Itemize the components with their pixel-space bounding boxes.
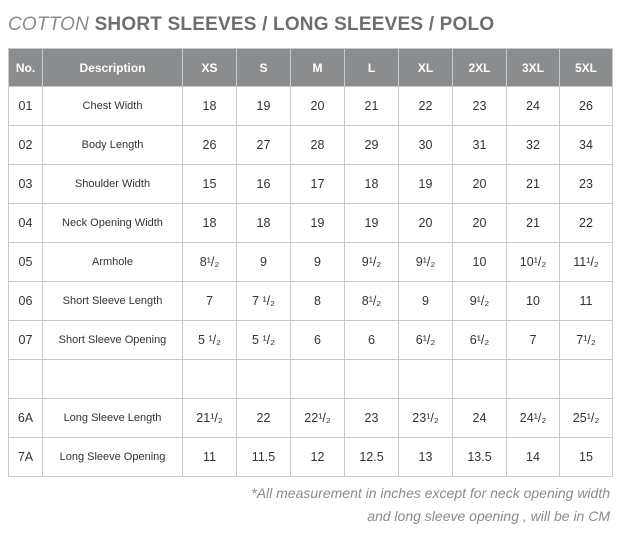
table-row bbox=[9, 204, 613, 243]
measurement-cell: 6¹/₂ bbox=[453, 321, 507, 360]
measurement-cell: 18 bbox=[345, 165, 399, 204]
measurement-cell: 21 bbox=[507, 165, 560, 204]
measurement-cell: 22¹/₂ bbox=[291, 399, 345, 438]
measurement-cell: 34 bbox=[560, 126, 613, 165]
measurement-cell bbox=[453, 360, 507, 399]
measurement-cell: 23 bbox=[345, 399, 399, 438]
size-chart-body bbox=[9, 87, 613, 477]
row-number-cell: 04 bbox=[9, 204, 43, 243]
row-number-cell bbox=[9, 360, 43, 399]
description-cell: Long Sleeve Length bbox=[43, 399, 183, 438]
measurement-cell: 26 bbox=[183, 126, 237, 165]
row-number-cell: 07 bbox=[9, 321, 43, 360]
measurement-cell: 22 bbox=[237, 399, 291, 438]
title-garment-types: SHORT SLEEVES / LONG SLEEVES / POLO bbox=[94, 14, 495, 35]
table-row bbox=[9, 243, 613, 282]
measurement-cell: 11¹/₂ bbox=[560, 243, 613, 282]
header-cell: L bbox=[345, 49, 399, 87]
table-row bbox=[9, 438, 613, 477]
row-number-cell: 05 bbox=[9, 243, 43, 282]
header-cell: 5XL bbox=[560, 49, 613, 87]
measurement-cell: 22 bbox=[399, 87, 453, 126]
size-chart-table bbox=[8, 48, 613, 477]
measurement-cell: 16 bbox=[237, 165, 291, 204]
measurement-cell: 15 bbox=[183, 165, 237, 204]
measurement-cell: 6¹/₂ bbox=[399, 321, 453, 360]
measurement-cell: 20 bbox=[399, 204, 453, 243]
measurement-cell: 9 bbox=[237, 243, 291, 282]
measurement-cell: 24 bbox=[507, 87, 560, 126]
measurement-cell: 20 bbox=[453, 165, 507, 204]
table-row bbox=[9, 126, 613, 165]
measurement-cell: 10 bbox=[453, 243, 507, 282]
measurement-cell: 24 bbox=[453, 399, 507, 438]
description-cell: Neck Opening Width bbox=[43, 204, 183, 243]
description-cell: Long Sleeve Opening bbox=[43, 438, 183, 477]
row-number-cell: 6A bbox=[9, 399, 43, 438]
measurement-cell: 13.5 bbox=[453, 438, 507, 477]
description-cell: Short Sleeve Length bbox=[43, 282, 183, 321]
measurement-cell: 21 bbox=[507, 204, 560, 243]
page-title bbox=[8, 14, 494, 36]
measurement-cell: 7¹/₂ bbox=[560, 321, 613, 360]
measurement-cell: 9¹/₂ bbox=[345, 243, 399, 282]
measurement-cell: 12 bbox=[291, 438, 345, 477]
header-cell: M bbox=[291, 49, 345, 87]
measurement-cell: 7 bbox=[183, 282, 237, 321]
description-cell bbox=[43, 360, 183, 399]
measurement-cell: 10 bbox=[507, 282, 560, 321]
measurement-cell: 6 bbox=[345, 321, 399, 360]
table-row bbox=[9, 87, 613, 126]
measurement-cell: 5 ¹/₂ bbox=[237, 321, 291, 360]
measurement-cell: 23 bbox=[560, 165, 613, 204]
measurement-cell: 18 bbox=[183, 87, 237, 126]
description-cell: Armhole bbox=[43, 243, 183, 282]
measurement-cell: 24¹/₂ bbox=[507, 399, 560, 438]
measurement-cell: 13 bbox=[399, 438, 453, 477]
measurement-cell: 8¹/₂ bbox=[345, 282, 399, 321]
measurement-cell: 8¹/₂ bbox=[183, 243, 237, 282]
measurement-cell: 26 bbox=[560, 87, 613, 126]
measurement-cell: 28 bbox=[291, 126, 345, 165]
measurement-cell: 20 bbox=[291, 87, 345, 126]
measurement-cell bbox=[399, 360, 453, 399]
row-number-cell: 01 bbox=[9, 87, 43, 126]
measurement-cell: 22 bbox=[560, 204, 613, 243]
measurement-cell bbox=[183, 360, 237, 399]
measurement-cell: 21¹/₂ bbox=[183, 399, 237, 438]
measurement-cell bbox=[507, 360, 560, 399]
table-row bbox=[9, 399, 613, 438]
measurement-cell: 14 bbox=[507, 438, 560, 477]
measurement-cell: 31 bbox=[453, 126, 507, 165]
header-cell: Description bbox=[43, 49, 183, 87]
description-cell: Chest Width bbox=[43, 87, 183, 126]
row-number-cell: 03 bbox=[9, 165, 43, 204]
measurement-cell: 20 bbox=[453, 204, 507, 243]
measurement-cell: 15 bbox=[560, 438, 613, 477]
measurement-cell: 19 bbox=[237, 87, 291, 126]
measurement-cell: 11.5 bbox=[237, 438, 291, 477]
measurement-cell: 7 bbox=[507, 321, 560, 360]
footnote-line-1: *All measurement in inches except for neck opening width bbox=[251, 485, 610, 501]
size-chart-header bbox=[9, 49, 613, 87]
measurement-cell: 21 bbox=[345, 87, 399, 126]
measurement-cell: 27 bbox=[237, 126, 291, 165]
title-fabric: COTTON bbox=[8, 14, 90, 35]
measurement-cell: 19 bbox=[291, 204, 345, 243]
measurement-cell: 25¹/₂ bbox=[560, 399, 613, 438]
header-cell: XS bbox=[183, 49, 237, 87]
measurement-cell: 32 bbox=[507, 126, 560, 165]
header-cell: 2XL bbox=[453, 49, 507, 87]
table-row bbox=[9, 360, 613, 399]
row-number-cell: 7A bbox=[9, 438, 43, 477]
measurement-cell: 6 bbox=[291, 321, 345, 360]
description-cell: Short Sleeve Opening bbox=[43, 321, 183, 360]
measurement-cell bbox=[560, 360, 613, 399]
header-cell: S bbox=[237, 49, 291, 87]
measurement-cell: 23 bbox=[453, 87, 507, 126]
description-cell: Body Length bbox=[43, 126, 183, 165]
description-cell: Shoulder Width bbox=[43, 165, 183, 204]
measurement-cell: 9¹/₂ bbox=[453, 282, 507, 321]
header-cell: XL bbox=[399, 49, 453, 87]
header-cell: 3XL bbox=[507, 49, 560, 87]
measurement-cell: 10¹/₂ bbox=[507, 243, 560, 282]
measurement-cell: 18 bbox=[183, 204, 237, 243]
measurement-cell: 19 bbox=[399, 165, 453, 204]
measurement-cell: 29 bbox=[345, 126, 399, 165]
measurement-cell: 11 bbox=[560, 282, 613, 321]
row-number-cell: 06 bbox=[9, 282, 43, 321]
measurement-cell: 30 bbox=[399, 126, 453, 165]
measurement-cell bbox=[237, 360, 291, 399]
measurement-cell: 19 bbox=[345, 204, 399, 243]
measurement-cell: 9¹/₂ bbox=[399, 243, 453, 282]
measurement-cell: 17 bbox=[291, 165, 345, 204]
table-row bbox=[9, 165, 613, 204]
measurement-cell: 9 bbox=[291, 243, 345, 282]
measurement-cell: 9 bbox=[399, 282, 453, 321]
measurement-cell bbox=[345, 360, 399, 399]
header-row bbox=[9, 49, 613, 87]
measurement-cell: 12.5 bbox=[345, 438, 399, 477]
measurement-cell: 23¹/₂ bbox=[399, 399, 453, 438]
table-row bbox=[9, 321, 613, 360]
measurement-cell: 7 ¹/₂ bbox=[237, 282, 291, 321]
footnote-line-2: and long sleeve opening , will be in CM bbox=[367, 508, 610, 524]
measurement-cell: 18 bbox=[237, 204, 291, 243]
row-number-cell: 02 bbox=[9, 126, 43, 165]
measurement-cell: 11 bbox=[183, 438, 237, 477]
measurement-cell bbox=[291, 360, 345, 399]
table-row bbox=[9, 282, 613, 321]
header-cell: No. bbox=[9, 49, 43, 87]
measurement-cell: 5 ¹/₂ bbox=[183, 321, 237, 360]
measurement-cell: 8 bbox=[291, 282, 345, 321]
